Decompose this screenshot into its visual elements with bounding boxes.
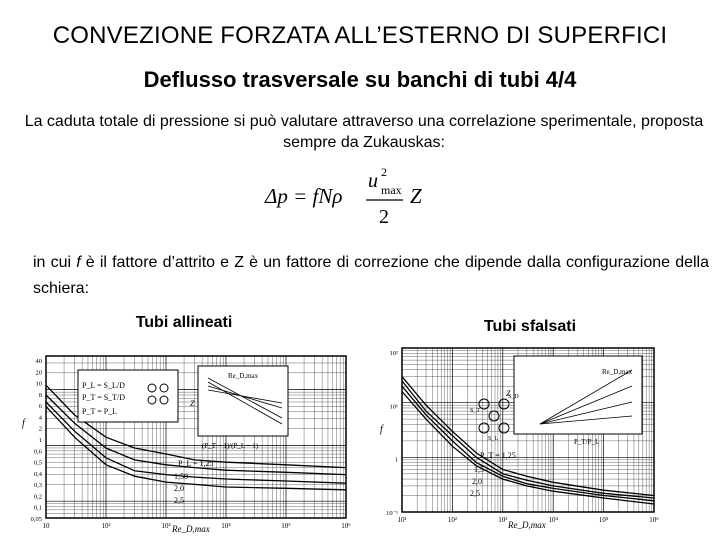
inset-re-label-right: Re_D,max <box>602 368 633 376</box>
x-tick-label: 10⁶ <box>649 516 659 524</box>
x-tick-label: 10⁶ <box>341 522 351 530</box>
intro-paragraph: La caduta totale di pressione si può valutare attraverso una correlazione sperimentale, proposta sempre da Zukauskas: <box>24 113 704 151</box>
chart-aligned-tubes <box>2 348 354 540</box>
annot-pt: P_T = S_T/D <box>82 393 126 402</box>
y-tick-label: 10 <box>35 380 42 388</box>
inset-z-label-right: Z <box>506 389 511 398</box>
curve-label-pt15: 1,5 <box>474 465 484 474</box>
curve-label-pt25: 2,5 <box>470 489 480 498</box>
y-ticks-right <box>386 350 398 517</box>
formula-lhs: Δp = fNρ <box>265 184 343 208</box>
y-axis-label-left: f <box>22 418 25 429</box>
x-tick-label: 10⁵ <box>598 516 609 524</box>
x-tick-label: 10⁴ <box>221 522 231 530</box>
slide-subtitle: Deflusso trasversale su banchi di tubi 4/4 <box>143 67 577 92</box>
chart-staggered-tubes <box>362 340 662 530</box>
y-tick-label: 1 <box>38 437 42 444</box>
curve-label-pt125: P_T = 1,25 <box>480 451 516 460</box>
x-axis-label-left: Re_D,max <box>172 524 210 534</box>
y-tick-label: 6 <box>38 403 42 411</box>
y-tick-label: 10¹ <box>389 403 398 411</box>
x-axis-label-right: Re_D,max <box>508 520 546 530</box>
legend-box-left <box>78 370 178 422</box>
slide-title: CONVEZIONE FORZATA ALL’ESTERNO DI SUPERFICI <box>52 22 668 49</box>
y-ticks-left <box>31 358 43 523</box>
body-text-2: è il fattore d’attrito e Z è un fattore di correzione che dipende dalla configurazione della schiera: <box>33 254 710 297</box>
formula-rhs: Z <box>410 184 422 208</box>
y-tick-label: 10² <box>389 350 398 357</box>
x-tick-label: 10² <box>101 522 111 530</box>
y-tick-label: 1 <box>394 456 398 464</box>
formula-numerator-sup: 2 <box>381 165 387 179</box>
x-tick-label: 10¹ <box>397 516 407 524</box>
x-tick-label: 10⁴ <box>548 516 558 524</box>
inset-x-label-left: (P_T − 1)/(P_L − 1) <box>202 442 259 450</box>
curve-label-pt20: 2,0 <box>472 477 482 486</box>
inset-chart-right <box>506 356 642 446</box>
inset-re-label-left: Re_D,max <box>228 372 259 380</box>
label-aligned-tubes: Tubi allineati <box>135 314 233 331</box>
annot-pt-pl: P_T = P_L <box>82 407 118 416</box>
pressure-drop-formula <box>255 163 455 231</box>
y-tick-label: 10⁻¹ <box>386 510 398 517</box>
y-tick-label: 0,3 <box>33 482 42 490</box>
y-axis-label-right: f <box>380 424 383 435</box>
body-text-1: in cui <box>33 254 77 271</box>
x-tick-label: 10² <box>447 516 457 524</box>
body-paragraph <box>33 250 709 302</box>
x-tick-label: 10³ <box>498 516 508 524</box>
y-tick-label: 0,2 <box>33 493 42 501</box>
label-staggered-tubes: Tubi sfalsati <box>483 318 577 335</box>
curve-label-125: P_L = 1,25 <box>178 459 214 468</box>
y-tick-label: 40 <box>35 358 42 365</box>
curve-label-150: 1,50 <box>174 472 188 481</box>
y-tick-label: 20 <box>35 369 42 377</box>
formula-numerator: u <box>368 170 378 192</box>
x-tick-label: 10 <box>42 522 50 530</box>
annot-sd: S_D <box>508 394 519 400</box>
y-tick-label: 0,5 <box>33 459 42 467</box>
y-tick-label: 0,1 <box>33 504 42 512</box>
annot-st: S_T <box>470 408 481 414</box>
y-tick-label: 0,6 <box>33 448 42 456</box>
formula-numerator-sub: max <box>381 183 402 197</box>
curve-label-25: 2,5 <box>174 496 184 505</box>
inset-x-label-right: P_T/P_L <box>574 438 600 446</box>
x-tick-label: 10³ <box>161 522 171 530</box>
body-f: f <box>76 254 81 271</box>
y-tick-label: 4 <box>38 414 42 422</box>
annot-pl: P_L = S_L/D <box>82 381 125 390</box>
curve-label-20: 2,0 <box>174 484 184 493</box>
inset-z-label-left: Z <box>190 399 195 408</box>
x-tick-label: 10⁵ <box>281 522 291 530</box>
y-tick-label: 0,4 <box>33 470 42 478</box>
y-tick-label: 0,05 <box>30 516 42 523</box>
y-tick-label: 8 <box>38 391 42 399</box>
annot-sl: S_L <box>488 436 499 442</box>
y-tick-label: 2 <box>38 425 42 433</box>
formula-denominator: 2 <box>379 206 389 228</box>
